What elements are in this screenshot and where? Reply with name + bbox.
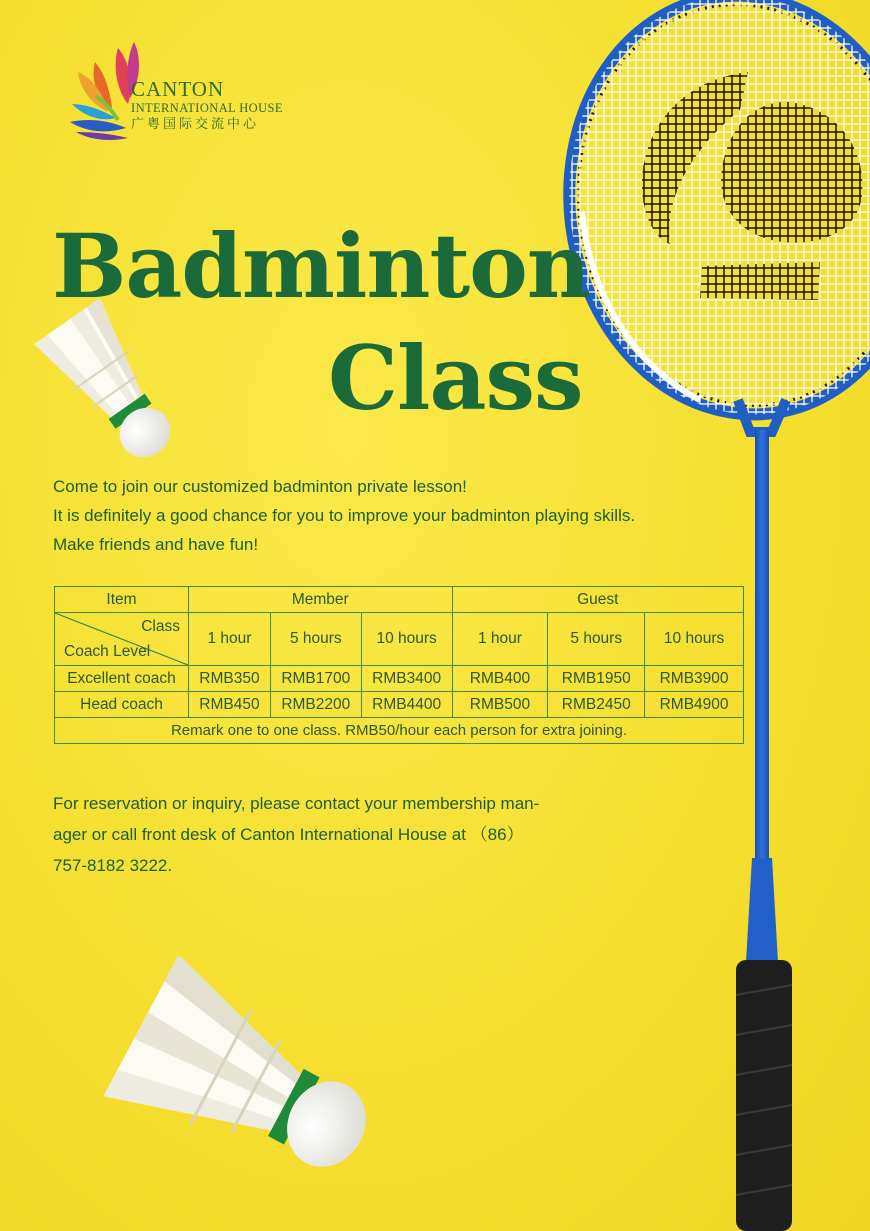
contact-line: For reservation or inquiry, please contact your membership man- xyxy=(53,794,540,813)
member-header: Member xyxy=(189,587,453,613)
contact-line: ager or call front desk of Canton International House at （86） xyxy=(53,825,524,844)
coach-level-cell: Head coach xyxy=(55,692,189,718)
price-cell: RMB3400 xyxy=(361,666,452,692)
guest-header: Guest xyxy=(452,587,743,613)
coach-level-cell: Excellent coach xyxy=(55,666,189,692)
item-header: Item xyxy=(55,587,189,613)
table-row xyxy=(55,666,744,692)
remark-cell: Remark one to one class. RMB50/hour each person for extra joining. xyxy=(55,718,744,744)
price-cell: RMB3900 xyxy=(645,666,744,692)
duration-cell: 1 hour xyxy=(452,613,548,666)
price-table xyxy=(54,586,744,744)
class-label: Class xyxy=(141,618,180,635)
table-header-row xyxy=(55,587,744,613)
table-subheader-row xyxy=(55,613,744,666)
page-title-line2: Class xyxy=(328,326,583,430)
duration-cell: 1 hour xyxy=(189,613,271,666)
price-cell: RMB500 xyxy=(452,692,548,718)
price-cell: RMB4900 xyxy=(645,692,744,718)
price-cell: RMB2450 xyxy=(548,692,645,718)
page-title-line1: Badminton xyxy=(52,214,590,318)
intro-text xyxy=(53,472,635,559)
price-cell: RMB1700 xyxy=(270,666,361,692)
logo xyxy=(131,78,283,133)
duration-cell: 5 hours xyxy=(548,613,645,666)
contact-text xyxy=(53,788,539,881)
price-cell: RMB350 xyxy=(189,666,271,692)
shuttlecock-illustration-large xyxy=(104,955,398,1213)
price-cell: RMB1950 xyxy=(548,666,645,692)
shuttlecock-illustration-small xyxy=(34,298,191,475)
price-cell: RMB2200 xyxy=(270,692,361,718)
table-row xyxy=(55,692,744,718)
duration-cell: 10 hours xyxy=(361,613,452,666)
coach-level-label: Coach Level xyxy=(64,643,151,660)
logo-name: CANTON xyxy=(131,77,225,101)
intro-line: Come to join our customized badminton private lesson! xyxy=(53,477,467,496)
logo-chinese: 广粤国际交流中心 xyxy=(131,117,260,132)
diagonal-header-cell xyxy=(55,613,189,666)
price-cell: RMB400 xyxy=(452,666,548,692)
duration-cell: 10 hours xyxy=(645,613,744,666)
logo-icon xyxy=(70,42,139,140)
contact-line: 757-8182 3222. xyxy=(53,856,173,875)
intro-line: Make friends and have fun! xyxy=(53,535,259,554)
price-cell: RMB4400 xyxy=(361,692,452,718)
logo-subtitle: INTERNATIONAL HOUSE xyxy=(131,101,283,115)
intro-line: It is definitely a good chance for you to improve your badminton playing skills. xyxy=(53,506,636,525)
price-cell: RMB450 xyxy=(189,692,271,718)
table-remark-row xyxy=(55,718,744,744)
duration-cell: 5 hours xyxy=(270,613,361,666)
